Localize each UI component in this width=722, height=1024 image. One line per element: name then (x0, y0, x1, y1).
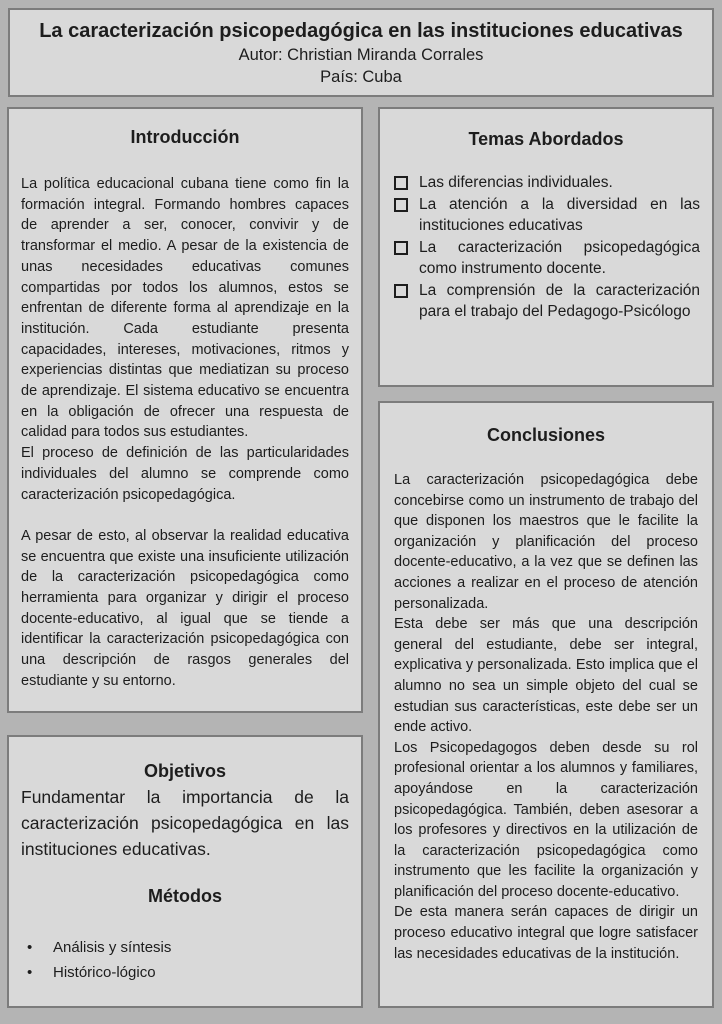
poster-author: Autor: Christian Miranda Corrales (238, 46, 484, 64)
list-item (25, 960, 349, 985)
metodos-item-label: Análisis y síntesis (53, 939, 172, 956)
introduccion-paragraph-3: A pesar de esto, al observar la realidad educativa se encuentra que existe una insuficiente utilización de la caracterización psicopedagógica como herramienta para organizar y dirigir el proceso docente-educativo, al igual que se tiende a identificar la caracterización psicopedagógica con una descripción de rasgos generales del estudiante y su entorno. (21, 527, 349, 689)
temas-item-label: Las diferencias individuales. (419, 174, 613, 191)
conclusiones-paragraph-1: La caracterización psicopedagógica debe concebirse como un instrumento de trabajo del que disponen los maestros que le facilite la organización y planificación del proceso docente-educativo, a la vez que se definen las acciones a realizar en el proceso de atención personalizada. (394, 472, 698, 612)
conclusiones-paragraph-4: De esta manera serán capaces de dirigir un proceso educativo integral que logre satisfacer las necesidades educativas de la institución. (394, 904, 698, 962)
bullet-icon: • (27, 939, 33, 956)
poster-country: País: Cuba (320, 68, 402, 86)
bullet-icon: • (27, 964, 33, 981)
section-conclusiones (378, 401, 714, 1008)
metodos-heading: Métodos (148, 886, 222, 906)
temas-heading: Temas Abordados (468, 129, 624, 149)
temas-item-label: La comprensión de la caracterización para el trabajo del Pedagogo-Psicólogo (419, 281, 700, 320)
metodos-list (21, 935, 349, 985)
metodos-item-label: Histórico-lógico (53, 964, 156, 981)
conclusiones-paragraph-3: Los Psicopedagogos deben desde su rol profesional orientar a los alumnos y familiares, apoyándose en la caracterización psicopedagógica. También, deben asesorar a los profesores y directivos en la utilización de la caracterización psicopedagógica como instrumento que les facilite la organización y planificación del proceso docente-educativo. (394, 739, 698, 900)
poster-title: La caracterización psicopedagógica en las instituciones educativas (39, 20, 683, 42)
checkbox-bullet-icon (394, 176, 408, 190)
checkbox-bullet-icon (394, 241, 408, 255)
conclusiones-paragraph-2: Esta debe ser más que una descripción general del estudiante, debe ser integral, explicativa y personalizada. Esto implica que el alumno no sea un simple objeto del cual se estudian sus características, este debe ser un ende activo. (394, 616, 698, 736)
introduccion-heading: Introducción (130, 127, 240, 147)
checkbox-bullet-icon (394, 198, 408, 212)
list-item (392, 172, 700, 194)
poster-header (8, 8, 714, 97)
checkbox-bullet-icon (394, 284, 408, 298)
temas-item-label: La caracterización psicopedagógica como instrumento docente. (419, 238, 700, 277)
objetivos-heading: Objetivos (143, 761, 227, 781)
introduccion-paragraph-2: El proceso de definición de las particularidades individuales del alumno se comprende como caracterización psicopedagógica. (21, 445, 349, 503)
list-item (392, 237, 700, 280)
objetivos-body: Fundamentar la importancia de la caracterización psicopedagógica en las instituciones educativas. (21, 787, 349, 859)
temas-list (392, 172, 700, 323)
list-item (25, 935, 349, 960)
temas-item-label: La atención a la diversidad en las instituciones educativas (419, 195, 700, 234)
conclusiones-heading: Conclusiones (486, 425, 606, 445)
section-temas-abordados (378, 107, 714, 387)
section-objetivos-metodos (7, 735, 363, 1008)
section-introduccion (7, 107, 363, 713)
introduccion-paragraph-1: La política educacional cubana tiene como fin la formación integral. Formando hombres capaces de aprender a ser, conocer, convivir y de transformar el medio. A pesar de la existencia de unas necesidades educativas comunes compartidas por todos los alumnos, estos se enfrentan de diferente forma al aprendizaje en la institución. Cada estudiante presenta capacidades, intereses, motivaciones, ritmos y experiencias distintas que mediatizan su proceso de aprendizaje. El sistema educativo se encuentra en la obligación de ofrecer una respuesta de calidad para todos sus estudiantes. (21, 176, 349, 441)
list-item (392, 280, 700, 323)
list-item (392, 194, 700, 237)
